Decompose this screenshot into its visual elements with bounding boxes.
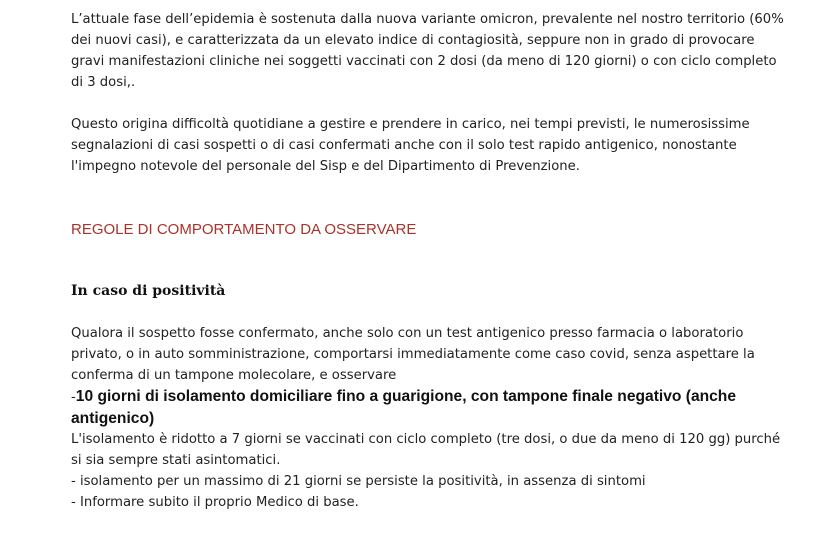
isolation-reduction-text: L'isolamento è ridotto a 7 giorni se vaccinati con ciclo completo (tre dosi, o due da meno di 120 gg) purché si sia sempre stati asintomatici.	[71, 432, 781, 468]
bullet-inform-doctor: - Informare subito il proprio Medico di base.	[71, 495, 359, 510]
positivity-rules	[71, 323, 786, 513]
rule-dash: -	[71, 390, 76, 405]
isolation-rule-text: 10 giorni di isolamento domiciliare fino a guarigione, con tampone finale negativo (anche antigenico)	[71, 388, 737, 427]
section-heading: REGOLE DI COMPORTAMENTO DA OSSERVARE	[71, 221, 417, 238]
intro-paragraph-1: L’attuale fase dell’epidemia è sostenuta dalla nuova variante omicron, prevalente nel nostro territorio (60% dei nuovi casi), e caratterizzata da un elevato indice di contagiosità, seppure non in grado di provocare gravi manifestazioni cliniche nei soggetti vaccinati con 2 dosi (da meno di 120 giorni) o con ciclo completo di 3 dosi,.	[71, 12, 784, 90]
subheading-positivity: In caso di positività	[71, 283, 226, 299]
isolation-rule-bold	[71, 386, 786, 429]
bullet-max-isolation: - isolamento per un massimo di 21 giorni se persiste la positività, in assenza di sintomi	[71, 474, 646, 489]
rules-intro: Qualora il sospetto fosse confermato, anche solo con un test antigenico presso farmacia o laboratorio privato, o in auto somministrazione, comportarsi immediatamente come caso covid, senza aspettare la conferma di un tampone molecolare, e osservare	[71, 326, 755, 383]
intro-paragraph-2: Questo origina difficoltà quotidiane a gestire e prendere in carico, nei tempi previsti, le numerosissime segnalazioni di casi sospetti o di casi confermati anche con il solo test rapido antigenico, nonostante l'impegno notevole del personale del Sisp e del Dipartimento di Prevenzione.	[71, 117, 750, 174]
